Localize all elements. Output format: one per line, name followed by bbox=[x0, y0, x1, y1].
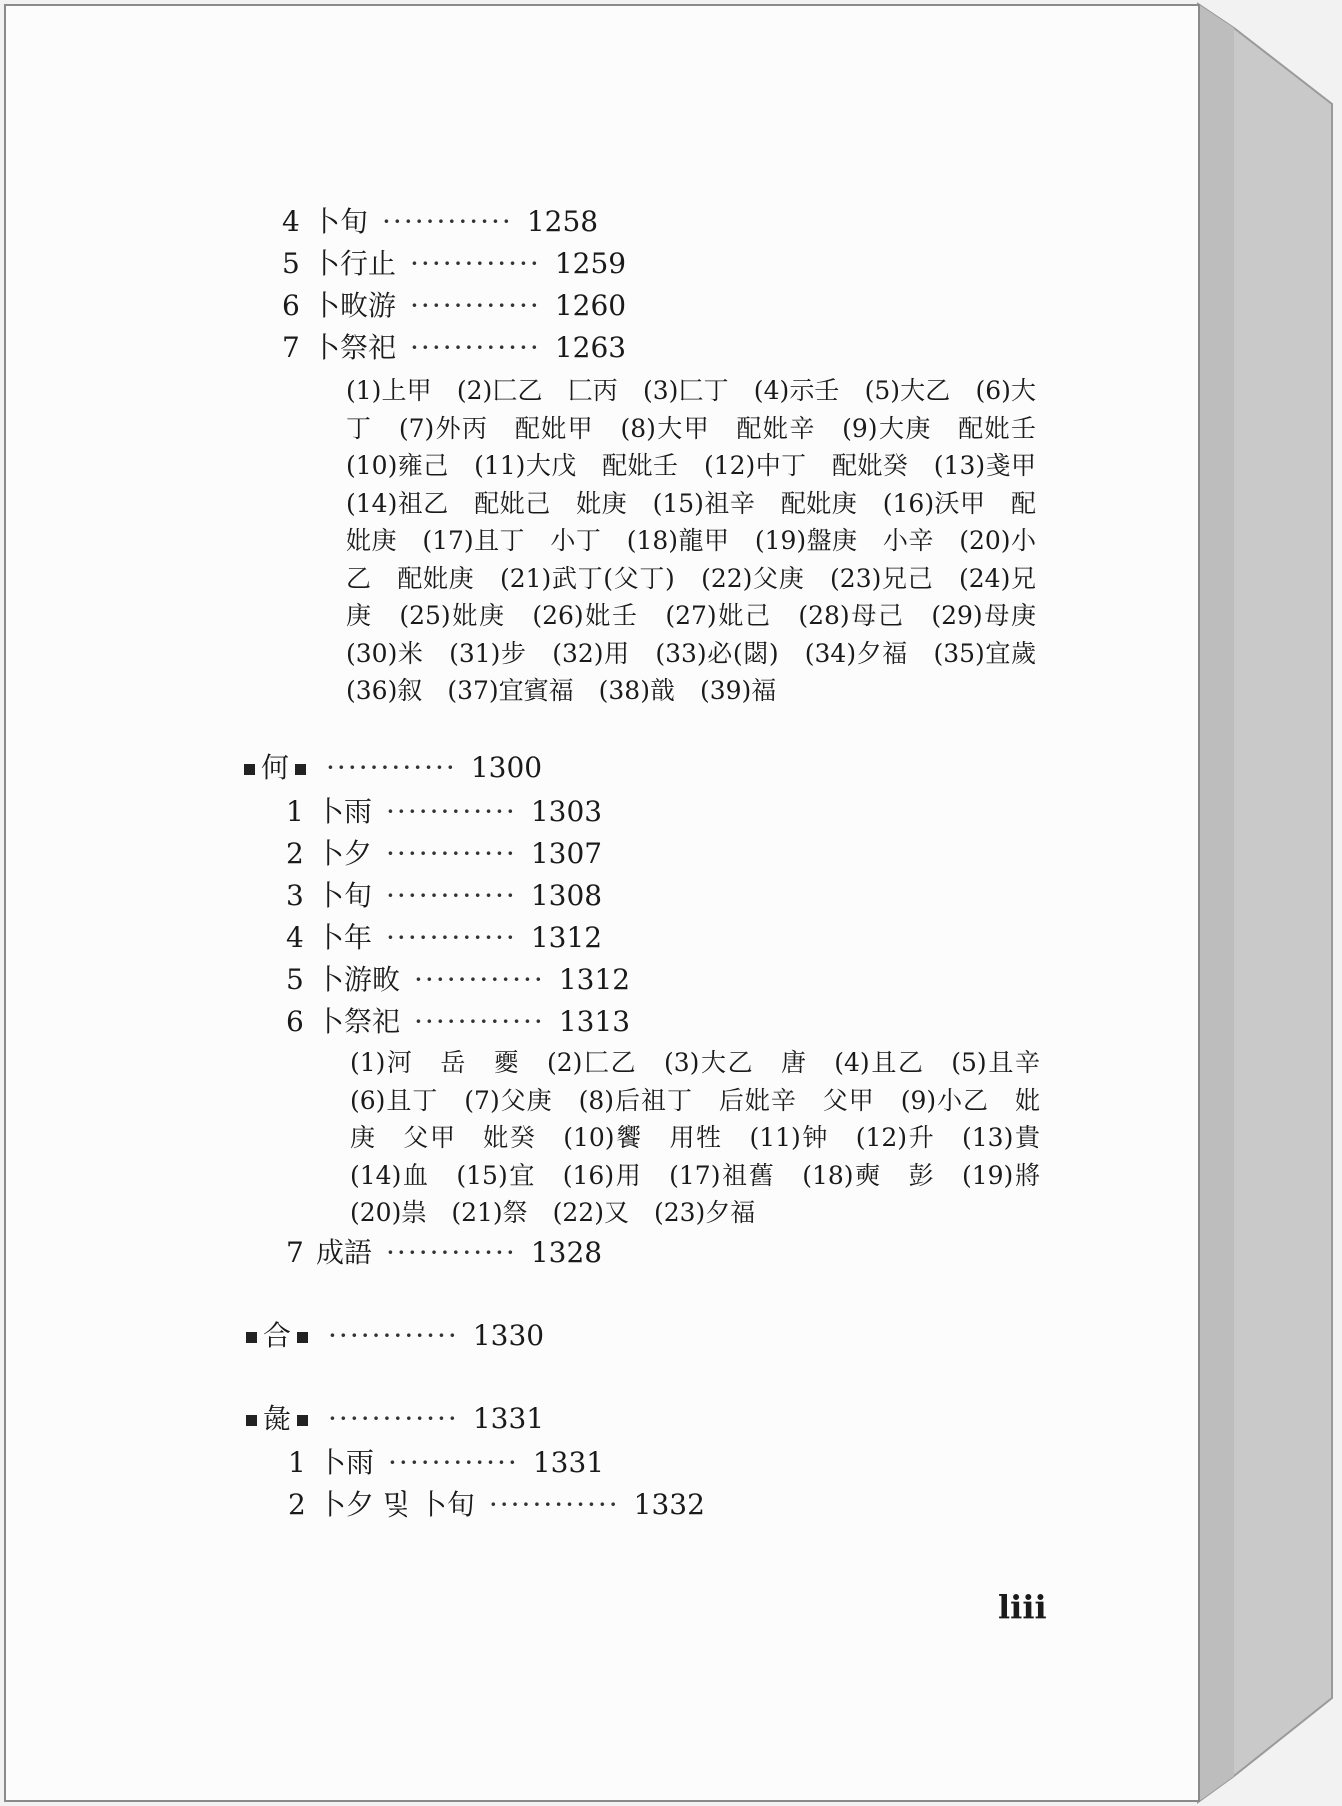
leader-dots: ············ bbox=[410, 247, 541, 280]
square-bullet-icon bbox=[244, 764, 255, 775]
entry-page: 1303 bbox=[530, 795, 603, 828]
sub-entries-paragraph: (1)上甲 (2)匚乙 匚丙 (3)匚丁 (4)示壬 (5)大乙 (6)大丁 (7)外丙 配妣甲 (8)大甲 配妣辛 (9)大庚 配妣壬 (10)雍己 (11)大戊 配妣壬 (12)中丁 配妣癸 (13)戔甲 (14)祖乙 配妣己 妣庚 (15)祖辛 配妣庚 (16)沃甲 配妣庚 (17)且丁 小丁 (18)龍甲 (19)盤庚 小辛 (20)小乙 配妣庚 (21)武丁(父丁) (22)父庚 (23)兄己 (24)兄庚 (25)妣庚 (26)妣壬 (27)妣己 (28)母己 (29)母庚 (30)米 (31)步 (32)用 (33)必(閟) (34)夕福 (35)宜歲 (36)叙 (37)宜賓福 (38)戠 (39)福 bbox=[346, 376, 1062, 705]
entry-label: 卜夕 bbox=[316, 837, 373, 870]
entry-label: 卜夕 및 卜旬 bbox=[318, 1488, 475, 1521]
entry-page: 1259 bbox=[554, 247, 627, 280]
entry-number: 7 bbox=[286, 1236, 304, 1269]
entry-label: 卜祭祀 bbox=[312, 331, 397, 364]
entry-label: 卜祭祀 bbox=[316, 1005, 401, 1038]
entry-page: 1328 bbox=[530, 1236, 603, 1269]
entry-label: 卜旬 bbox=[316, 879, 373, 912]
toc-entry bbox=[286, 963, 630, 997]
entry-page: 1312 bbox=[530, 921, 603, 954]
entry-number: 6 bbox=[286, 1005, 304, 1038]
section-title: 何 bbox=[261, 751, 290, 784]
entry-label: 成語 bbox=[316, 1236, 373, 1269]
toc-entry bbox=[282, 205, 598, 239]
leader-dots: ············ bbox=[388, 1446, 519, 1479]
leader-dots: ············ bbox=[386, 879, 517, 912]
sub-entries-paragraph: (1)河 岳 夒 (2)匚乙 (3)大乙 唐 (4)且乙 (5)且辛 (6)且丁 (7)父庚 (8)后祖丁 后妣辛 父甲 (9)小乙 妣庚 父甲 妣癸 (10)饗 用牲 (11)钟 (12)升 (13)貴 (14)血 (15)宜 (16)用 (17)祖舊 (18)奭 彭 (19)將 (20)祟 (21)祭 (22)又 (23)夕福 bbox=[350, 1048, 1066, 1227]
square-bullet-icon bbox=[297, 1415, 308, 1426]
entry-number: 4 bbox=[282, 205, 300, 238]
leader-dots: ············ bbox=[410, 331, 541, 364]
entry-label: 卜雨 bbox=[318, 1446, 375, 1479]
entry-label: 卜年 bbox=[316, 921, 373, 954]
leader-dots: ············ bbox=[386, 921, 517, 954]
section-heading bbox=[238, 751, 542, 785]
toc-entry bbox=[286, 1236, 602, 1270]
entry-label: 卜行止 bbox=[312, 247, 397, 280]
entry-label: 卜旬 bbox=[312, 205, 369, 238]
leader-dots: ············ bbox=[326, 751, 457, 784]
entry-label: 卜游畋 bbox=[316, 963, 401, 996]
toc-entry bbox=[286, 921, 602, 955]
toc-entry bbox=[288, 1446, 604, 1480]
leader-dots: ············ bbox=[382, 205, 513, 238]
entry-label: 卜畋游 bbox=[312, 289, 397, 322]
entry-number: 3 bbox=[286, 879, 304, 912]
section-title: 彘 bbox=[263, 1402, 292, 1435]
leader-dots: ············ bbox=[414, 963, 545, 996]
toc-entry bbox=[286, 795, 602, 829]
entry-number: 1 bbox=[286, 795, 304, 828]
toc-entry bbox=[286, 1005, 630, 1039]
leader-dots: ············ bbox=[328, 1402, 459, 1435]
leader-dots: ············ bbox=[414, 1005, 545, 1038]
entry-page: 1307 bbox=[530, 837, 603, 870]
square-bullet-icon bbox=[246, 1332, 257, 1343]
book-page bbox=[4, 4, 1200, 1802]
toc-entry bbox=[288, 1488, 705, 1522]
section-page: 1331 bbox=[472, 1402, 545, 1435]
leader-dots: ············ bbox=[386, 837, 517, 870]
toc-entry bbox=[286, 837, 602, 871]
entry-number: 6 bbox=[282, 289, 300, 322]
entry-number: 2 bbox=[288, 1488, 306, 1521]
entry-number: 1 bbox=[288, 1446, 306, 1479]
leader-dots: ············ bbox=[386, 1236, 517, 1269]
entry-number: 5 bbox=[282, 247, 300, 280]
entry-number: 5 bbox=[286, 963, 304, 996]
leader-dots: ············ bbox=[386, 795, 517, 828]
entry-page: 1332 bbox=[633, 1488, 705, 1521]
entry-page: 1260 bbox=[554, 289, 627, 322]
leader-dots: ············ bbox=[328, 1319, 459, 1352]
square-bullet-icon bbox=[246, 1415, 257, 1426]
page-number: liii bbox=[998, 1588, 1047, 1626]
section-heading bbox=[240, 1319, 544, 1353]
toc-entry bbox=[282, 289, 626, 323]
toc-entry bbox=[282, 247, 626, 281]
toc-entry bbox=[286, 879, 602, 913]
entry-page: 1312 bbox=[558, 963, 631, 996]
entry-page: 1258 bbox=[526, 205, 599, 238]
section-page: 1330 bbox=[472, 1319, 545, 1352]
square-bullet-icon bbox=[295, 764, 306, 775]
entry-number: 4 bbox=[286, 921, 304, 954]
entry-page: 1331 bbox=[532, 1446, 605, 1479]
square-bullet-icon bbox=[297, 1332, 308, 1343]
leader-dots: ············ bbox=[410, 289, 541, 322]
entry-page: 1263 bbox=[554, 331, 627, 364]
toc-entry bbox=[282, 331, 626, 365]
entry-page: 1308 bbox=[530, 879, 603, 912]
entry-number: 7 bbox=[282, 331, 300, 364]
entry-number: 2 bbox=[286, 837, 304, 870]
section-title: 合 bbox=[263, 1319, 292, 1352]
entry-page: 1313 bbox=[558, 1005, 631, 1038]
entry-label: 卜雨 bbox=[316, 795, 373, 828]
leader-dots: ············ bbox=[488, 1488, 620, 1521]
section-heading bbox=[240, 1402, 544, 1436]
section-page: 1300 bbox=[470, 751, 543, 784]
